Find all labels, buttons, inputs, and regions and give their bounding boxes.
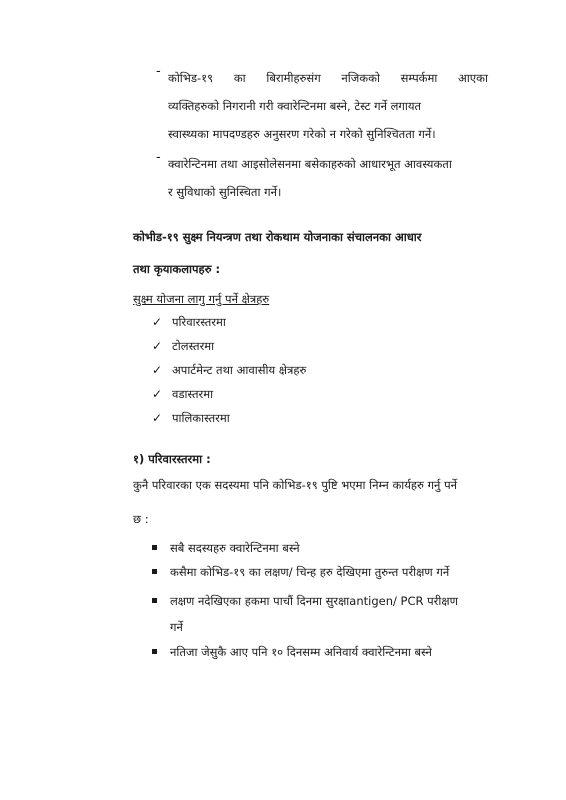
square-bullet-icon: [152, 649, 157, 654]
family-level-actions: [152, 536, 492, 664]
list-item: [152, 640, 492, 664]
word: सम्पर्कमा: [400, 71, 438, 85]
list-item: [152, 560, 492, 588]
word: नजिकको: [341, 71, 380, 85]
list-item-label: टोलस्तरमा: [172, 339, 215, 353]
checkmark-icon: ✓: [152, 363, 163, 377]
checkmark-icon: ✓: [152, 411, 163, 425]
word: बिरामीहरुसंग: [266, 71, 321, 85]
list-item: [152, 406, 306, 430]
measure-1-line-3: स्वास्थ्यका मापदण्डहरु अनुसरण गरेको न गरेको सुनिश्चितता गर्ने।: [168, 127, 436, 141]
family-level-intro-line-1: कुनै परिवारका एक सदस्यमा पनि कोभिड-१९ पुष्टि भएमा निम्न कार्यहरु गर्नु पर्ने: [133, 478, 458, 492]
measure-2-line-1: क्वारेन्टिनमा तथा आइसोलेसनमा बसेकाहरुको आधारभूत आवस्यकता: [168, 157, 452, 171]
checkmark-icon: ✓: [152, 387, 163, 401]
list-item-label: अपार्टमेन्ट तथा आवासीय क्षेत्रहरु: [172, 363, 307, 377]
list-item: [152, 334, 306, 358]
list-item-label: नतिजा जेसुकै आए पनि १० दिनसम्म अनिवार्य क्वारेन्टिनमा बस्ने: [170, 645, 432, 659]
list-item: [152, 536, 492, 560]
list-item-label: लक्षण नदेखिएका हकमा पाचौं दिनमा सुरक्षाantigen/ PCR परीक्षण: [170, 594, 458, 608]
square-bullet-icon: [152, 598, 157, 603]
list-item: [152, 310, 306, 334]
family-level-title: १) परिवारस्तरमा :: [133, 452, 211, 466]
measure-1-line-1: [168, 64, 488, 92]
list-item-label: कसैमा कोभिड-१९ का लक्षण/ चिन्ह हरु देखिएमा तुरुन्त परीक्षण गर्ने: [170, 565, 450, 579]
measure-2-line-2: र सुविधाको सुनिस्चिता गर्ने।: [168, 185, 282, 199]
micro-plan-list: [152, 310, 306, 430]
list-item: [152, 588, 492, 640]
list-item: [152, 382, 306, 406]
measure-item-2: [156, 150, 488, 206]
square-bullet-icon: [152, 545, 157, 550]
list-item-label: वडास्तरमा: [172, 387, 214, 401]
word: आएका: [458, 71, 488, 85]
checkmark-icon: ✓: [152, 339, 163, 353]
dash-marker: -: [156, 150, 161, 165]
measure-item-1: [156, 64, 488, 148]
list-item-label: सबै सदस्यहरु क्वारेन्टिनमा बस्ने: [170, 541, 300, 555]
word: का: [233, 71, 246, 85]
list-item-label: परिवारस्तरमा: [172, 315, 226, 329]
section-heading-line-1: कोभीड-१९ सुक्ष्म नियन्त्रण तथा रोकथाम योजनाका संचालनका आधार: [133, 230, 422, 244]
square-bullet-icon: [152, 569, 157, 574]
section-heading-line-2: तथा कृयाकलापहरु :: [133, 262, 221, 276]
list-item: [152, 358, 306, 382]
family-level-intro-line-2: छ :: [133, 512, 149, 526]
micro-plan-title: सुक्ष्म योजना लागु गर्नु पर्ने क्षेत्रहरु: [133, 292, 270, 306]
word: कोभिड-१९: [168, 71, 214, 85]
list-item-label-continued: गर्ने: [170, 620, 183, 634]
list-item-label: पालिकास्तरमा: [172, 411, 230, 425]
dash-marker: -: [156, 64, 161, 79]
measure-1-line-2: व्यक्तिहरुको निगरानी गरी क्वारेन्टिनमा बस्ने, टेस्ट गर्ने लगायत: [168, 99, 422, 113]
checkmark-icon: ✓: [152, 315, 163, 329]
